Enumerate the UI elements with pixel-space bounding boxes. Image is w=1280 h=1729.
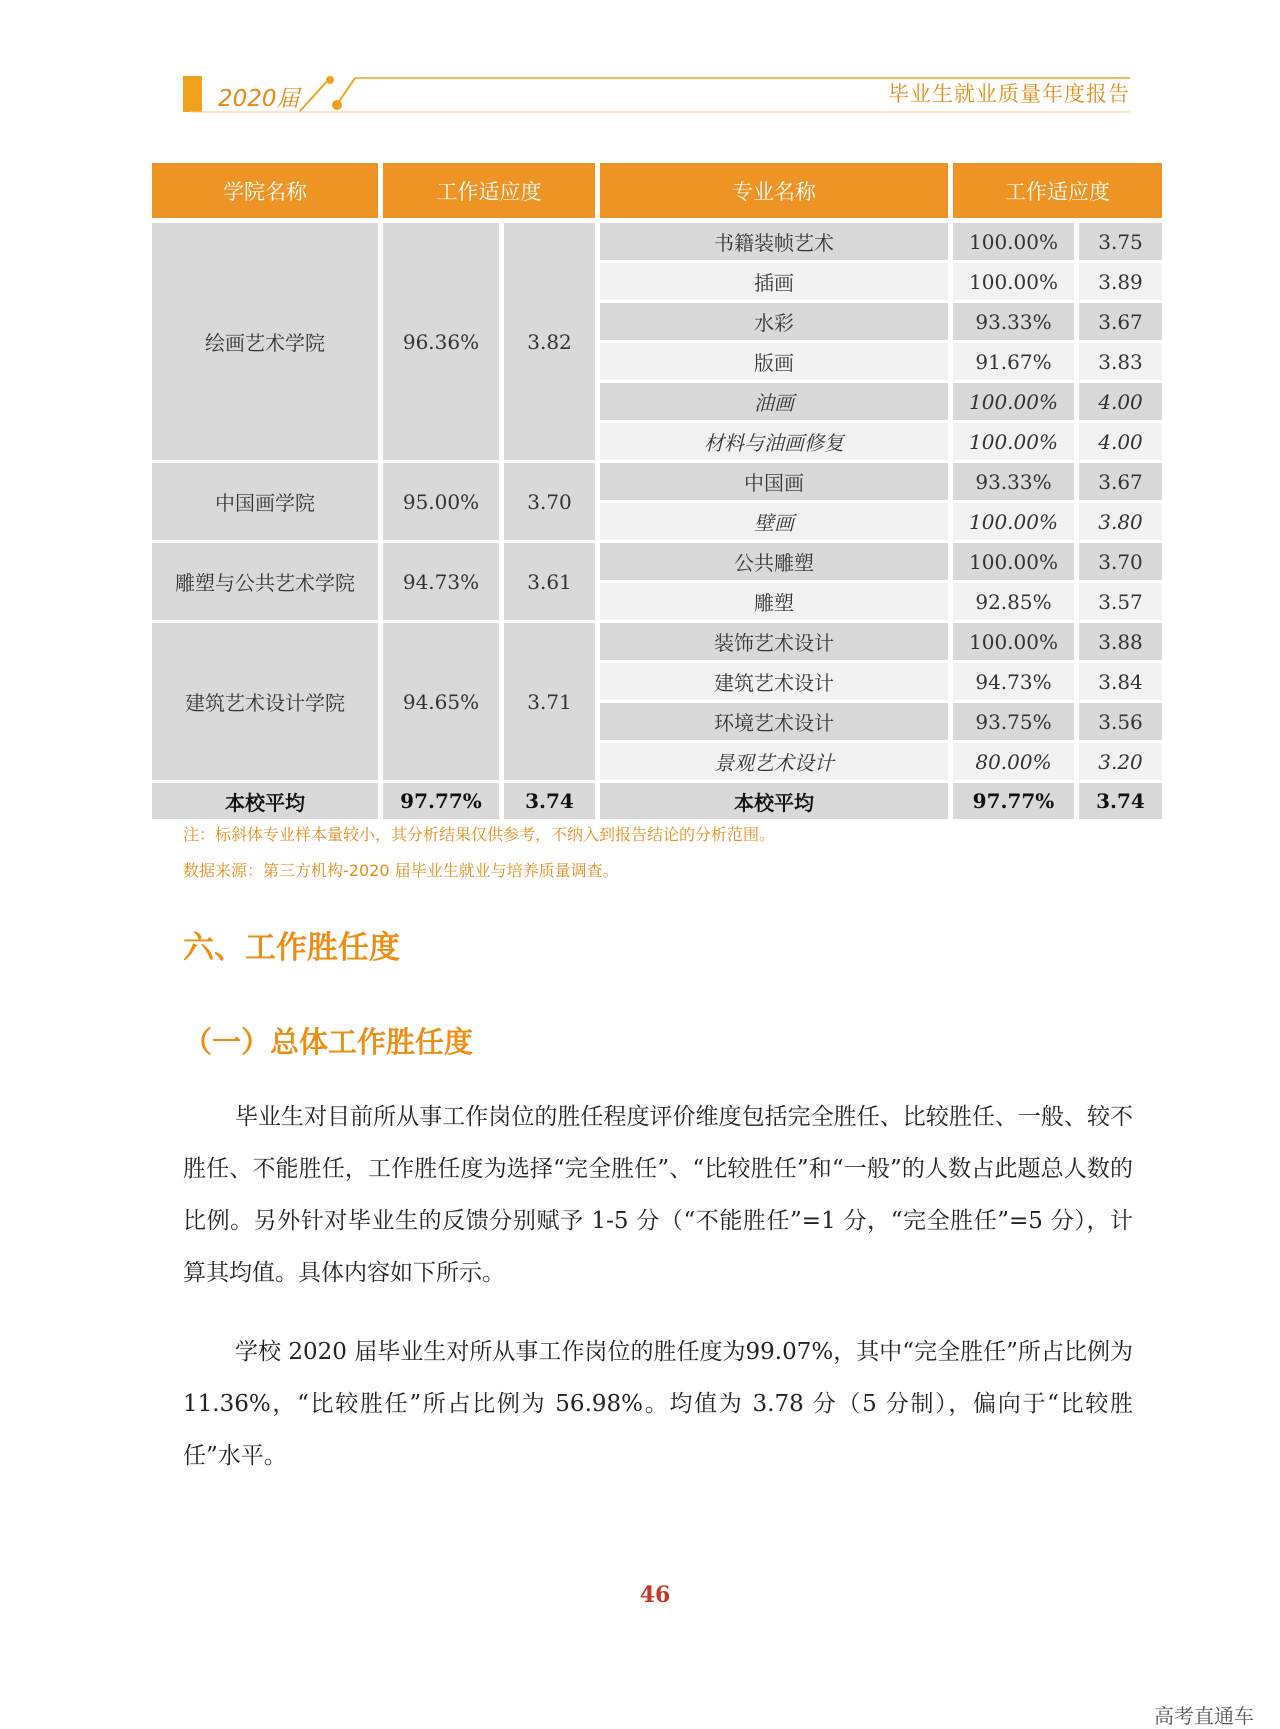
college-score: 3.82	[504, 223, 595, 460]
major-name: 景观艺术设计	[600, 743, 948, 780]
header-decoration	[0, 0, 1280, 130]
major-pct: 80.00%	[953, 743, 1074, 780]
major-name: 材料与油画修复	[600, 423, 948, 460]
avg-pct-left: 97.77%	[383, 783, 499, 819]
header-year: 2020届	[218, 86, 300, 112]
major-score: 3.70	[1079, 543, 1162, 580]
major-score: 3.20	[1079, 743, 1162, 780]
college-name: 中国画学院	[152, 463, 378, 540]
major-score: 3.83	[1079, 343, 1162, 380]
major-name: 雕塑	[600, 583, 948, 620]
major-score: 3.89	[1079, 263, 1162, 300]
page-number: 46	[639, 1582, 671, 1608]
major-name: 水彩	[600, 303, 948, 340]
major-name: 书籍装帧艺术	[600, 223, 948, 260]
major-pct: 92.85%	[953, 583, 1074, 620]
major-pct: 93.33%	[953, 303, 1074, 340]
major-score: 4.00	[1079, 423, 1162, 460]
college-score: 3.71	[504, 623, 595, 780]
college-score: 3.61	[504, 543, 595, 620]
major-pct: 100.00%	[953, 543, 1074, 580]
major-score: 3.80	[1079, 503, 1162, 540]
major-name: 公共雕塑	[600, 543, 948, 580]
header-title: 毕业生就业质量年度报告	[888, 82, 1130, 106]
college-score: 3.70	[504, 463, 595, 540]
major-name: 装饰艺术设计	[600, 623, 948, 660]
paragraph-1: 毕业生对目前所从事工作岗位的胜任程度评价维度包括完全胜任、比较胜任、一般、较不胜任、不能胜任，工作胜任度为选择“完全胜任”、“比较胜任”和“一般”的人数占此题总人数的比例。另外针对毕业生的反馈分别赋予 1-5 分（“不能胜任”=1 分，“完全胜任”=5 分），计算其均值。具体内容如下所示。	[183, 1104, 1133, 1286]
college-name: 建筑艺术设计学院	[152, 623, 378, 780]
section-heading: 六、工作胜任度	[183, 930, 400, 966]
major-pct: 93.75%	[953, 703, 1074, 740]
major-name: 建筑艺术设计	[600, 663, 948, 700]
major-score: 3.84	[1079, 663, 1162, 700]
data-source: 数据来源：第三方机构-2020 届毕业生就业与培养质量调查。	[183, 861, 619, 880]
col-header-major-adapt: 工作适应度	[953, 163, 1162, 218]
paragraph-2: 学校 2020 届毕业生对所从事工作岗位的胜任度为99.07%，其中“完全胜任”所占比例为 11.36%，“比较胜任”所占比例为 56.98%。均值为 3.78 分（5 分制），偏向于“比较胜任”水平。	[183, 1339, 1133, 1469]
college-name: 绘画艺术学院	[152, 223, 378, 460]
major-pct: 93.33%	[953, 463, 1074, 500]
table-note: 注：标斜体专业样本量较小，其分析结果仅供参考，不纳入到报告结论的分析范围。	[183, 825, 776, 844]
major-score: 3.67	[1079, 303, 1162, 340]
college-pct: 94.65%	[383, 623, 499, 780]
major-score: 4.00	[1079, 383, 1162, 420]
major-pct: 100.00%	[953, 423, 1074, 460]
college-pct: 96.36%	[383, 223, 499, 460]
major-name: 油画	[600, 383, 948, 420]
college-pct: 95.00%	[383, 463, 499, 540]
subsection-heading: （一）总体工作胜任度	[183, 1025, 474, 1059]
avg-score-right: 3.74	[1079, 783, 1162, 819]
major-score: 3.88	[1079, 623, 1162, 660]
avg-label-right: 本校平均	[600, 783, 948, 819]
avg-label-left: 本校平均	[152, 783, 378, 819]
college-pct: 94.73%	[383, 543, 499, 620]
major-name: 环境艺术设计	[600, 703, 948, 740]
avg-score-left: 3.74	[504, 783, 595, 819]
major-name: 壁画	[600, 503, 948, 540]
major-pct: 100.00%	[953, 383, 1074, 420]
major-pct: 100.00%	[953, 263, 1074, 300]
major-pct: 91.67%	[953, 343, 1074, 380]
major-name: 中国画	[600, 463, 948, 500]
major-score: 3.75	[1079, 223, 1162, 260]
major-pct: 94.73%	[953, 663, 1074, 700]
major-score: 3.67	[1079, 463, 1162, 500]
major-pct: 100.00%	[953, 223, 1074, 260]
major-score: 3.57	[1079, 583, 1162, 620]
col-header-college-adapt: 工作适应度	[383, 163, 595, 218]
major-pct: 100.00%	[953, 623, 1074, 660]
col-header-college: 学院名称	[152, 163, 378, 218]
major-score: 3.56	[1079, 703, 1162, 740]
college-name: 雕塑与公共艺术学院	[152, 543, 378, 620]
avg-pct-right: 97.77%	[953, 783, 1074, 819]
major-name: 版画	[600, 343, 948, 380]
major-name: 插画	[600, 263, 948, 300]
watermark: 高考直通车	[1154, 1704, 1254, 1728]
major-pct: 100.00%	[953, 503, 1074, 540]
col-header-major: 专业名称	[600, 163, 948, 218]
